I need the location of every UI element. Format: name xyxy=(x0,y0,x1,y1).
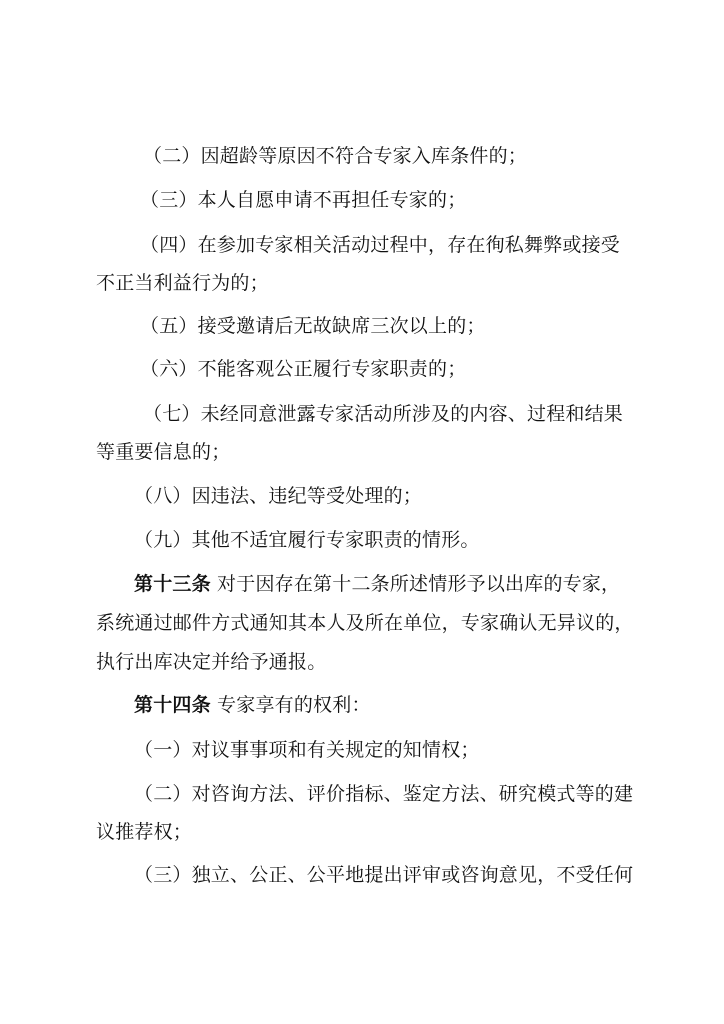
clause-item-6-duties: （六）不能客观公正履行专家职责的； xyxy=(140,358,467,380)
clause-item-7-disclosure: （七）未经同意泄露专家活动所涉及的内容、过程和结果 xyxy=(143,403,624,425)
right-item-2-continuation: 议推荐权； xyxy=(96,821,193,843)
clause-item-4-continuation: 不正当利益行为的； xyxy=(96,272,269,294)
article-14-text: 专家享有的权利： xyxy=(210,694,371,716)
article-13-line-2: 系统通过邮件方式通知其本人及所在单位，专家确认无异议的， xyxy=(96,612,634,634)
article-13-text: 对于因存在第十二条所述情形予以出库的专家， xyxy=(210,573,621,595)
clause-item-7-continuation: 等重要信息的； xyxy=(96,441,231,463)
clause-item-5-absence: （五）接受邀请后无故缺席三次以上的； xyxy=(140,315,486,337)
article-14-heading: 第十四条 xyxy=(134,694,211,716)
clause-item-4-misconduct: （四）在参加专家相关活动过程中，存在徇私舞弊或接受 xyxy=(140,234,621,256)
article-13-line-3: 执行出库决定并给予通报。 xyxy=(96,651,327,673)
right-item-3-independence: （三）独立、公正、公平地提出评审或咨询意见，不受任何 xyxy=(134,864,634,886)
right-item-1-information: （一）对议事事项和有关规定的知情权； xyxy=(134,739,480,761)
clause-item-2-overage: （二）因超龄等原因不符合专家入库条件的； xyxy=(143,145,528,167)
clause-item-3-voluntary: （三）本人自愿申请不再担任专家的； xyxy=(140,189,467,211)
clause-item-9-other: （九）其他不适宜履行专家职责的情形。 xyxy=(134,529,480,551)
right-item-2-recommendation: （二）对咨询方法、评价指标、鉴定方法、研究模式等的建 xyxy=(134,783,634,805)
article-13-paragraph xyxy=(134,572,620,596)
clause-item-8-violation: （八）因违法、违纪等受处理的； xyxy=(134,485,423,507)
article-13-heading: 第十三条 xyxy=(134,573,211,595)
article-14-paragraph xyxy=(134,693,371,717)
